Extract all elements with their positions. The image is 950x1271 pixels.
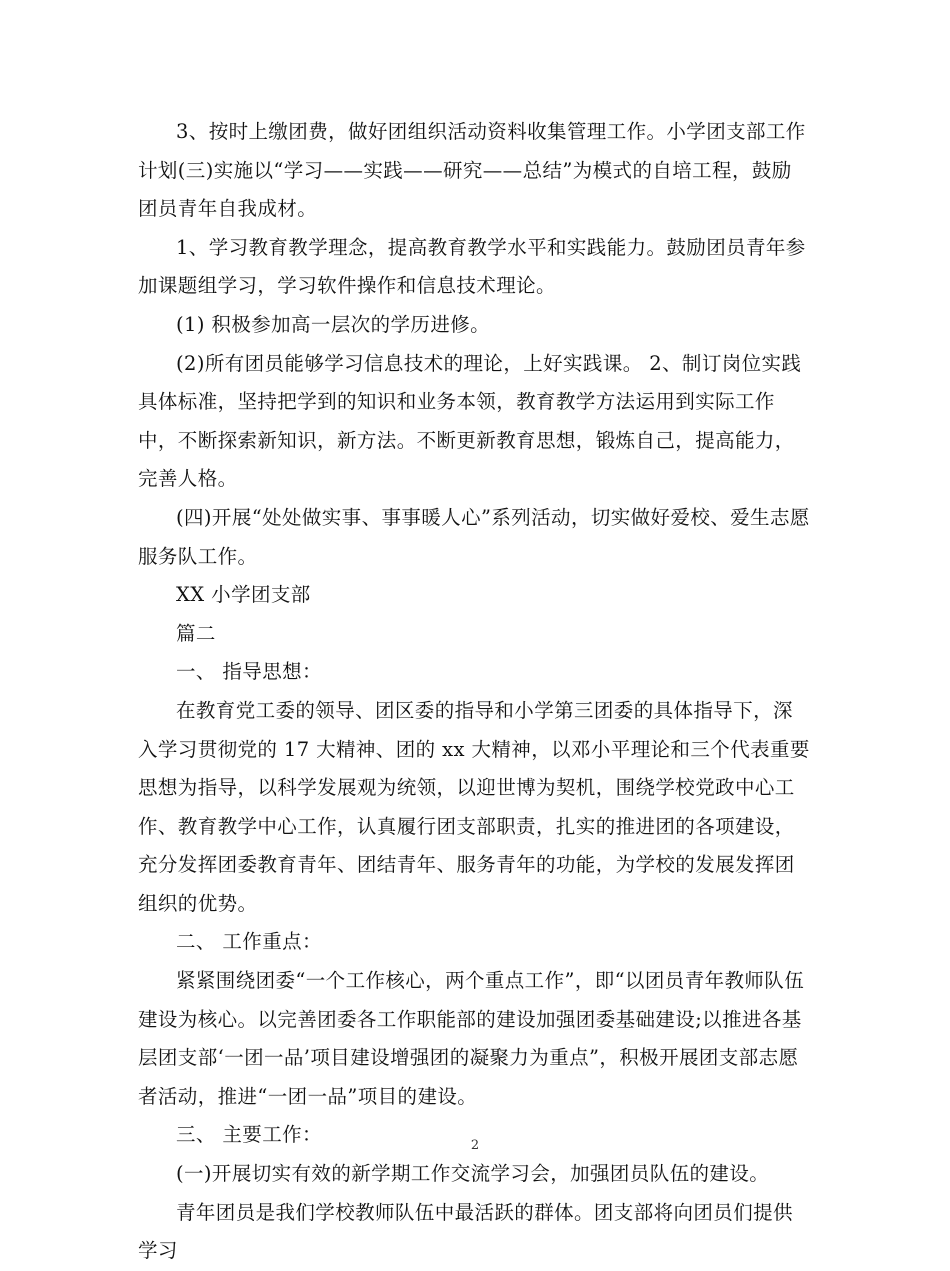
paragraph-work-focus: 紧紧围绕团委“一个工作核心，两个重点工作”，即“以团员青年教师队伍建设为核心。以完善团委各工作职能部的建设加强团委基础建设;以推进各基层团支部‘一团一品’项目建设增强团的凝聚力为重点”，积极开展团支部志愿者活动，推进“一团一品”项目的建设。: [138, 969, 805, 1108]
paragraph-1: 3、按时上缴团费，做好团组织活动资料收集管理工作。小学团支部工作计划(三)实施以“学习——实践——研究——总结”为模式的自培工程，鼓励团员青年自我成材。: [138, 120, 806, 221]
heading-main-work: 三、 主要工作：: [176, 1123, 322, 1147]
page-number: 2: [470, 1138, 480, 1153]
section-title: 篇二: [176, 621, 216, 645]
paragraph-2: 1、学习教育教学理念，提高教育教学水平和实践能力。鼓励团员青年参加课题组学习，学习软件操作和信息技术理论。: [138, 235, 806, 298]
document-body: [138, 113, 810, 1271]
heading-work-focus: 二、 工作重点：: [176, 930, 322, 954]
paragraph-4: (2)所有团员能够学习信息技术的理论，上好实践课。 2、制订岗位实践具体标准，坚持把学到的知识和业务本领，教育教学方法运用到实际工作中，不断探索新知识，新方法。不断更新教育思想，锻炼自己，提高能力，完善人格。: [138, 351, 802, 491]
heading-guiding-ideology: 一、 指导思想：: [176, 660, 322, 684]
signature-line: XX 小学团支部: [176, 583, 311, 607]
paragraph-guiding-ideology: 在教育党工委的领导、团区委的指导和小学第三团委的具体指导下，深入学习贯彻党的 17 大精神、团的 xx 大精神，以邓小平理论和三个代表重要思想为指导，以科学发展观为统领，以迎世博为契机，围绕学校党政中心工作、教育教学中心工作，认真履行团支部职责，扎实的推进团的各项建设，充分发挥团委教育青年、团结青年、服务青年的功能，为学校的发展发挥团组织的优势。: [138, 698, 810, 915]
paragraph-3: (1) 积极参加高一层次的学历进修。: [176, 312, 491, 336]
paragraph-main-work-2: 青年团员是我们学校教师队伍中最活跃的群体。团支部将向团员们提供学习: [138, 1200, 793, 1263]
paragraph-5: (四)开展“处处做实事、事事暖人心”系列活动，切实做好爱校、爱生志愿服务队工作。: [138, 505, 810, 568]
paragraph-main-work-1: (一)开展切实有效的新学期工作交流学习会，加强团员队伍的建设。: [176, 1162, 770, 1186]
